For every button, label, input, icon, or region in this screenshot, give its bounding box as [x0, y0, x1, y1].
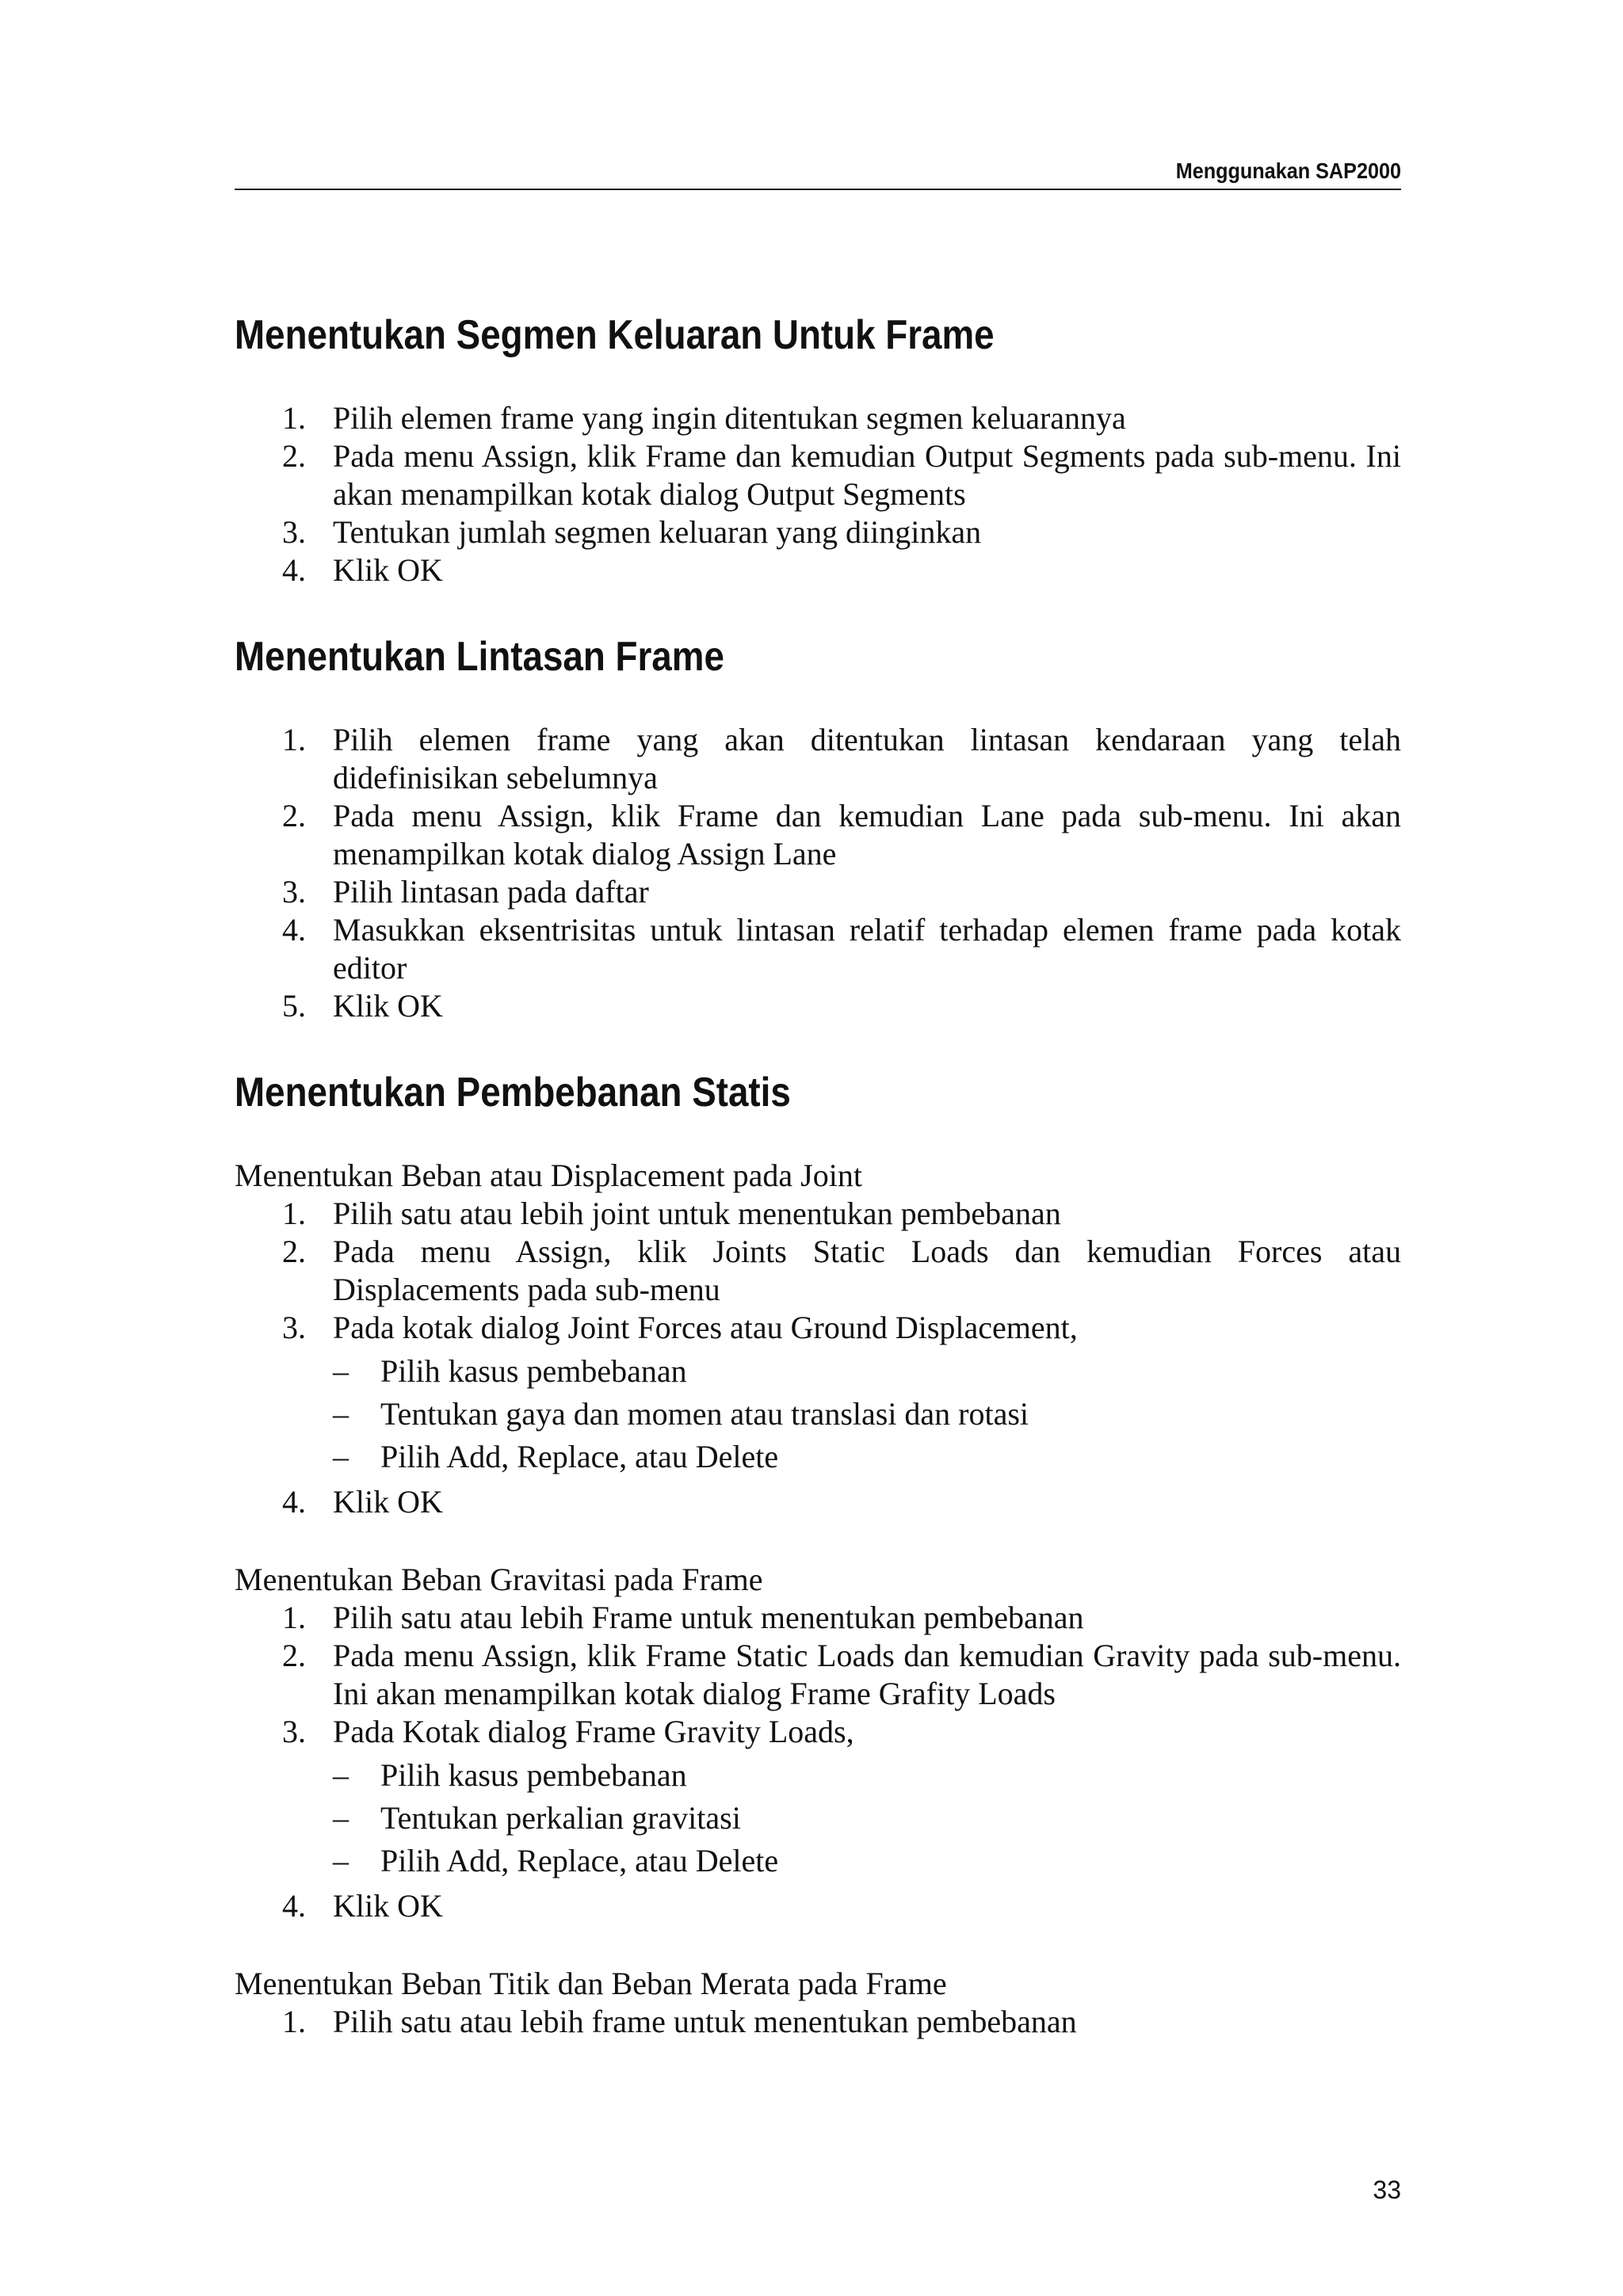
- item-text: Klik OK: [333, 1484, 443, 1520]
- item-number: 1.: [282, 722, 306, 757]
- item-text: Masukkan eksentrisitas untuk lintasan relatif terhadap elemen frame pada kotak editor: [333, 912, 1401, 986]
- subsection-title-gravity-loads: Menentukan Beban Gravitasi pada Frame: [235, 1562, 763, 1597]
- item-number: 1.: [282, 400, 306, 436]
- item-number: 1.: [282, 1600, 306, 1635]
- dash-list: [333, 1754, 1401, 1882]
- dash-item: [333, 1393, 1401, 1436]
- item-number: 5.: [282, 988, 306, 1024]
- section-heading-output-segments: Menentukan Segmen Keluaran Untuk Frame: [235, 312, 995, 358]
- dash-glyph: –: [333, 1353, 349, 1389]
- list-item: [235, 2003, 1401, 2041]
- item-number: 2.: [282, 1234, 306, 1269]
- item-number: 3.: [282, 514, 306, 550]
- dash-item: [333, 1840, 1401, 1882]
- item-text: Pilih satu atau lebih frame untuk menentukan pembebanan: [333, 2004, 1077, 2039]
- list-item: [235, 911, 1401, 987]
- dash-item-text: Pilih Add, Replace, atau Delete: [380, 1439, 779, 1474]
- item-number: 3.: [282, 874, 306, 910]
- item-number: 3.: [282, 1714, 306, 1749]
- item-text: Klik OK: [333, 988, 443, 1024]
- dash-item-text: Pilih Add, Replace, atau Delete: [380, 1843, 779, 1878]
- item-number: 4.: [282, 912, 306, 948]
- item-text: Pilih satu atau lebih Frame untuk menentukan pembebanan: [333, 1600, 1084, 1635]
- dash-glyph: –: [333, 1800, 349, 1836]
- item-text: Pada menu Assign, klik Frame Static Loads dan kemudian Gravity pada sub-menu. Ini akan menampilkan kotak dialog Frame Grafity Loads: [333, 1638, 1401, 1711]
- dash-list: [333, 1350, 1401, 1478]
- dash-item-text: Tentukan gaya dan momen atau translasi dan rotasi: [380, 1396, 1029, 1432]
- numbered-list: [235, 1599, 1401, 1925]
- running-header-title: Menggunakan SAP2000: [1175, 158, 1401, 183]
- item-text: Pada menu Assign, klik Joints Static Loads dan kemudian Forces atau Displacements pada sub-menu: [333, 1234, 1401, 1307]
- list-item: [235, 1599, 1401, 1637]
- item-number: 4.: [282, 1484, 306, 1520]
- dash-item: [333, 1754, 1401, 1797]
- list-item: [235, 1195, 1401, 1233]
- dash-item: [333, 1436, 1401, 1478]
- item-text: Pada kotak dialog Joint Forces atau Ground Displacement,: [333, 1310, 1078, 1345]
- subsection-title-point-distributed-loads: Menentukan Beban Titik dan Beban Merata pada Frame: [235, 1966, 947, 2001]
- item-number: 3.: [282, 1310, 306, 1345]
- list-item: [235, 987, 1401, 1025]
- section-heading-static-loads: Menentukan Pembebanan Statis: [235, 1070, 791, 1116]
- item-text: Pilih elemen frame yang akan ditentukan lintasan kendaraan yang telah didefinisikan sebelumnya: [333, 722, 1401, 795]
- item-number: 4.: [282, 552, 306, 588]
- header-rule: [235, 189, 1401, 190]
- item-text: Pada menu Assign, klik Frame dan kemudian Lane pada sub-menu. Ini akan menampilkan kotak dialog Assign Lane: [333, 798, 1401, 871]
- list-item: [235, 437, 1401, 513]
- item-text: Pilih satu atau lebih joint untuk menentukan pembebanan: [333, 1196, 1061, 1231]
- item-text: Pada Kotak dialog Frame Gravity Loads,: [333, 1714, 854, 1749]
- list-item: [235, 873, 1401, 911]
- item-number: 2.: [282, 438, 306, 474]
- list-item: [235, 721, 1401, 797]
- item-number: 1.: [282, 1196, 306, 1231]
- item-text: Klik OK: [333, 1888, 443, 1924]
- item-text: Klik OK: [333, 552, 443, 588]
- item-text: Tentukan jumlah segmen keluaran yang diinginkan: [333, 514, 982, 550]
- item-text: Pilih elemen frame yang ingin ditentukan segmen keluarannya: [333, 400, 1126, 436]
- item-number: 2.: [282, 1638, 306, 1673]
- numbered-list: [235, 1195, 1401, 1521]
- dash-item-text: Pilih kasus pembebanan: [380, 1757, 687, 1793]
- list-item: [235, 1887, 1401, 1925]
- dash-item-text: Tentukan perkalian gravitasi: [380, 1800, 741, 1836]
- list-item: [235, 1637, 1401, 1713]
- list-item: [235, 1309, 1401, 1478]
- dash-item-text: Pilih kasus pembebanan: [380, 1353, 687, 1389]
- page-number: 33: [1373, 2176, 1401, 2204]
- subsection-title-joint-loads: Menentukan Beban atau Displacement pada Joint: [235, 1158, 862, 1193]
- list-item: [235, 399, 1401, 437]
- dash-glyph: –: [333, 1843, 349, 1878]
- item-text: Pada menu Assign, klik Frame dan kemudian Output Segments pada sub-menu. Ini akan menampilkan kotak dialog Output Segments: [333, 438, 1401, 512]
- item-number: 1.: [282, 2004, 306, 2039]
- dash-glyph: –: [333, 1396, 349, 1432]
- list-item: [235, 1713, 1401, 1882]
- item-number: 2.: [282, 798, 306, 833]
- list-item: [235, 1483, 1401, 1521]
- dash-item: [333, 1797, 1401, 1840]
- section-heading-lane: Menentukan Lintasan Frame: [235, 634, 724, 680]
- numbered-list: [235, 2003, 1401, 2041]
- item-text: Pilih lintasan pada daftar: [333, 874, 649, 910]
- list-item: [235, 1233, 1401, 1309]
- item-number: 4.: [282, 1888, 306, 1924]
- list-item: [235, 513, 1401, 551]
- numbered-list: [235, 399, 1401, 589]
- dash-glyph: –: [333, 1439, 349, 1474]
- list-item: [235, 797, 1401, 873]
- page-content: [235, 307, 1401, 2041]
- list-item: [235, 551, 1401, 589]
- dash-glyph: –: [333, 1757, 349, 1793]
- dash-item: [333, 1350, 1401, 1393]
- numbered-list: [235, 721, 1401, 1025]
